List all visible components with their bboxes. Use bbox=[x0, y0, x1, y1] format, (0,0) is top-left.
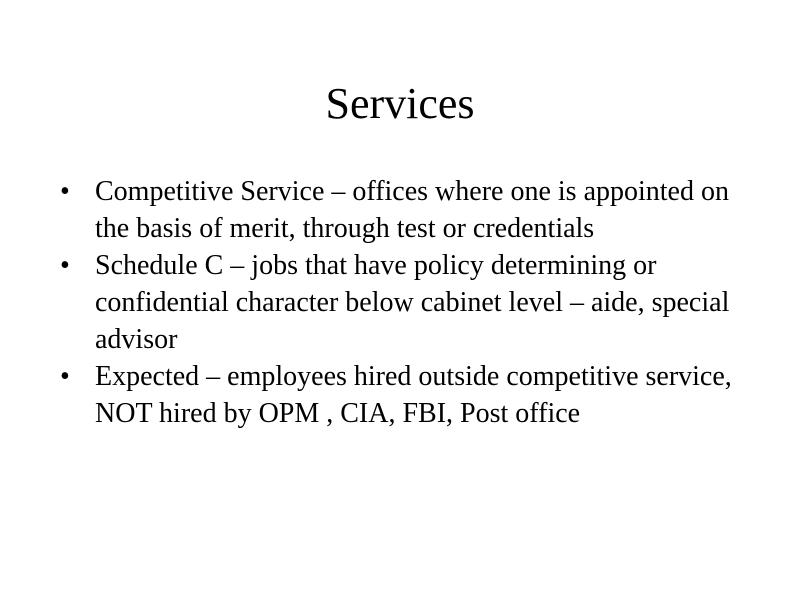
bullet-item-competitive-service bbox=[60, 173, 760, 247]
bullet-item-schedule-c bbox=[60, 247, 760, 358]
bullet-icon: • bbox=[60, 361, 70, 392]
bullet-icon: • bbox=[60, 250, 70, 281]
bullet-item-expected bbox=[60, 358, 760, 432]
slide-title: Services bbox=[325, 79, 475, 128]
bullet-icon: • bbox=[60, 176, 70, 207]
bullet-text: Competitive Service – offices where one is appointed on the basis of merit, through test or credentials bbox=[95, 176, 729, 244]
bullet-list bbox=[60, 173, 760, 432]
bullet-text: Schedule C – jobs that have policy determining or confidential character below cabinet level – aide, special advisor bbox=[95, 250, 730, 355]
bullet-text: Expected – employees hired outside competitive service, NOT hired by OPM , CIA, FBI, Post office bbox=[95, 361, 732, 429]
